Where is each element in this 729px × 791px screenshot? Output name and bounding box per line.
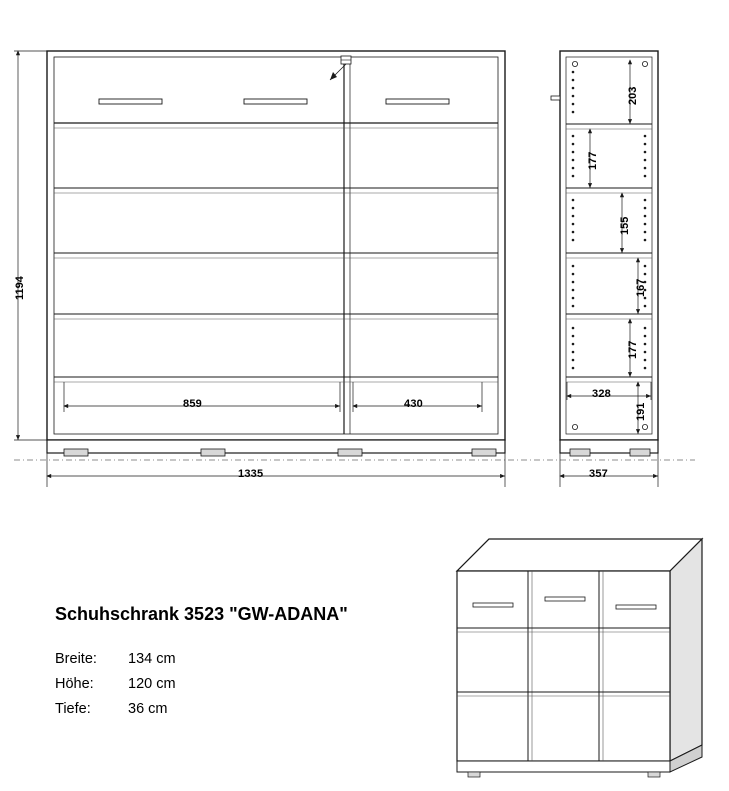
spec-label-breite: Breite: [55, 651, 97, 667]
dim-label-inner-left: 859 [183, 398, 202, 410]
page-title: Schuhschrank 3523 "GW-ADANA" [55, 604, 348, 624]
dim-label-width-total: 1335 [238, 468, 264, 480]
dim-label-compartment-2: 177 [587, 151, 599, 170]
dim-label-compartment-1: 203 [627, 86, 639, 105]
dim-label-compartment-5: 177 [627, 340, 639, 359]
dim-label-compartment-3: 155 [619, 216, 631, 235]
dim-depth-total [560, 453, 658, 487]
dim-label-height-total: 1194 [14, 276, 26, 300]
perspective-view-group [457, 539, 702, 777]
spec-value-breite: 134 cm [128, 651, 176, 667]
spec-value-tiefe: 36 cm [128, 701, 168, 717]
dim-label-inner-right: 430 [404, 398, 423, 410]
spec-label-tiefe: Tiefe: [55, 701, 91, 717]
spec-label-hoehe: Höhe: [55, 676, 94, 692]
front-view-group [47, 51, 505, 456]
spec-value-hoehe: 120 cm [128, 676, 176, 692]
dim-label-depth-total: 357 [589, 468, 608, 480]
dim-label-compartment-4: 167 [635, 278, 647, 297]
dim-label-inner-depth: 328 [592, 388, 611, 400]
dim-label-compartment-6: 191 [635, 402, 647, 421]
